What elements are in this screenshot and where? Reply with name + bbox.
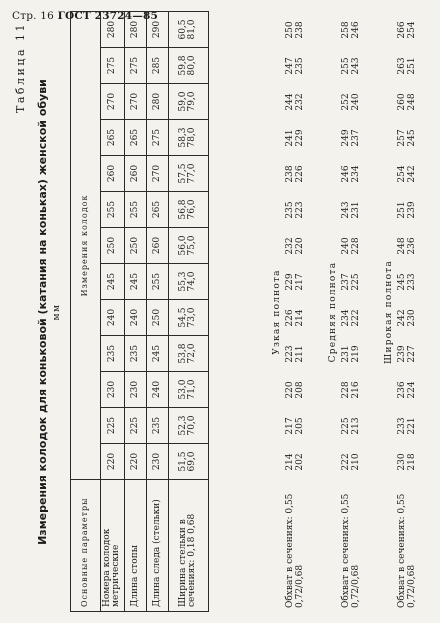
- section-table: [342, 12, 362, 612]
- table-cell: 257 245: [397, 129, 417, 147]
- table-cell: 275: [124, 48, 146, 84]
- table-cell: 51,5 69,0: [168, 444, 208, 480]
- row-label: Обхват в сечениях: 0,55 0,72/0,68: [397, 493, 417, 608]
- table-cell: 220: [101, 444, 125, 480]
- table-cell: 220 208: [285, 381, 305, 399]
- table-cell: 255: [101, 192, 125, 228]
- table-cell: 255 243: [341, 57, 361, 75]
- table-cell: 59,0 79,0: [168, 84, 208, 120]
- table-cell: 53,0 71,0: [168, 372, 208, 408]
- table-cell: 234 222: [341, 309, 361, 327]
- table-cell: 245: [146, 336, 168, 372]
- table-cell: 57,5 77,0: [168, 156, 208, 192]
- table-cell: 225 213: [341, 417, 361, 435]
- section-table: [398, 12, 418, 612]
- table-cell: 222 210: [341, 453, 361, 471]
- table-cell: 251 239: [397, 201, 417, 219]
- table-cell: 265: [124, 120, 146, 156]
- table-cell: 270: [124, 84, 146, 120]
- table-cell: 231 219: [341, 345, 361, 363]
- table-cell: 245: [124, 264, 146, 300]
- table-cell: 235: [101, 336, 125, 372]
- table-cell: 263 251: [397, 57, 417, 75]
- table-cell: 250: [101, 228, 125, 264]
- table-cell: 55,3 74,0: [168, 264, 208, 300]
- table-cell: 242 230: [397, 309, 417, 327]
- table-cell: 225: [124, 408, 146, 444]
- table-row: [342, 12, 362, 612]
- table-cell: 290: [146, 11, 168, 47]
- table-cell: 285: [146, 48, 168, 84]
- table-cell: 235 223: [285, 201, 305, 219]
- page-number: Стр. 16: [12, 10, 55, 22]
- table-cell: 249 237: [341, 129, 361, 147]
- standard-code: ГОСТ 23724—85: [57, 10, 159, 22]
- table-cell: 280: [101, 11, 125, 47]
- table-title: Измерения колодок для коньковой (катания на коньках) женской обуви: [36, 79, 49, 545]
- table-cell: 235: [124, 336, 146, 372]
- section-heading: Широкая полнота: [384, 260, 394, 364]
- table-cell: 248 236: [397, 237, 417, 255]
- table-cell: 255: [146, 264, 168, 300]
- row-label: Ширина стельки в сечениях: 0,18 0,68: [168, 480, 208, 612]
- row-label: Длина стопы: [124, 480, 146, 612]
- table-cell: 230: [124, 372, 146, 408]
- table-cell: 229 217: [285, 273, 305, 291]
- table-cell: 240: [146, 372, 168, 408]
- rotated-table-page: [14, 12, 434, 612]
- table-cell: 236 224: [397, 381, 417, 399]
- table-cell: 223 211: [285, 345, 305, 363]
- table-cell: 270: [101, 84, 125, 120]
- table-cell: 56,8 76,0: [168, 192, 208, 228]
- table-cell: 225: [101, 408, 125, 444]
- table-cell: 53,8 72,0: [168, 336, 208, 372]
- table-cell: 244 232: [285, 93, 305, 111]
- table-cell: 275: [101, 48, 125, 84]
- table-cell: 230 218: [397, 453, 417, 471]
- table-row: [168, 11, 208, 611]
- table-cell: 54,5 73,0: [168, 300, 208, 336]
- table-cell: 240: [124, 300, 146, 336]
- row-label: Обхват в сечениях: 0,55 0,72/0,68: [341, 493, 361, 608]
- table-cell: 226 214: [285, 309, 305, 327]
- table-cell: 58,3 78,0: [168, 120, 208, 156]
- table-number: Таблица 11: [14, 22, 27, 113]
- table-cell: 235: [146, 408, 168, 444]
- measurements-table: [70, 11, 209, 612]
- row-label: Обхват в сечениях: 0,55 0,72/0,68: [285, 493, 305, 608]
- table-cell: 240: [101, 300, 125, 336]
- table-cell: 275: [146, 120, 168, 156]
- table-row: [286, 12, 306, 612]
- table-cell: 214 202: [285, 453, 305, 471]
- table-cell: 246 234: [341, 165, 361, 183]
- table-cell: 245 233: [397, 273, 417, 291]
- table-cell: 232 220: [285, 237, 305, 255]
- table-cell: 230: [146, 444, 168, 480]
- table-cell: 228 216: [341, 381, 361, 399]
- table-cell: 260 248: [397, 93, 417, 111]
- section-heading: Узкая полнота: [272, 269, 282, 355]
- table-cell: 237 225: [341, 273, 361, 291]
- table-cell: 250: [124, 228, 146, 264]
- measures-header: Измерения колодок: [71, 11, 101, 479]
- table-cell: 250 238: [285, 21, 305, 39]
- row-label: Длина следа (стельки): [146, 480, 168, 612]
- table-row: [124, 11, 146, 611]
- section-heading: Средняя полнота: [328, 261, 338, 363]
- table-cell: 255: [124, 192, 146, 228]
- table-cell: 260: [146, 228, 168, 264]
- table-cell: 260: [124, 156, 146, 192]
- table-row: [146, 11, 168, 611]
- section-table: [286, 12, 306, 612]
- table-cell: 254 242: [397, 165, 417, 183]
- table-cell: 59,8 80,0: [168, 48, 208, 84]
- table-cell: 252 240: [341, 93, 361, 111]
- table-cell: 266 254: [397, 21, 417, 39]
- table-cell: 56,0 75,0: [168, 228, 208, 264]
- table-cell: 260: [101, 156, 125, 192]
- params-header: Основные параметры: [71, 480, 101, 612]
- table-cell: 265: [101, 120, 125, 156]
- table-cell: 258 246: [341, 21, 361, 39]
- unit-label: мм: [52, 303, 62, 321]
- table-cell: 240 228: [341, 237, 361, 255]
- table-cell: 245: [101, 264, 125, 300]
- table-cell: 217 205: [285, 417, 305, 435]
- table-cell: 265: [146, 192, 168, 228]
- table-row: [101, 11, 125, 611]
- table-row: [398, 12, 418, 612]
- table-cell: 243 231: [341, 201, 361, 219]
- table-cell: 233 221: [397, 417, 417, 435]
- table-cell: 60,5 81,0: [168, 11, 208, 47]
- table-cell: 241 229: [285, 129, 305, 147]
- row-label: Номера колодок метрические: [101, 480, 125, 612]
- table-cell: 238 226: [285, 165, 305, 183]
- table-cell: 220: [124, 444, 146, 480]
- table-cell: 239 227: [397, 345, 417, 363]
- table-cell: 250: [146, 300, 168, 336]
- table-cell: 247 235: [285, 57, 305, 75]
- table-cell: 230: [101, 372, 125, 408]
- table-cell: 52,3 70,0: [168, 408, 208, 444]
- table-cell: 270: [146, 156, 168, 192]
- table-cell: 280: [124, 11, 146, 47]
- table-cell: 280: [146, 84, 168, 120]
